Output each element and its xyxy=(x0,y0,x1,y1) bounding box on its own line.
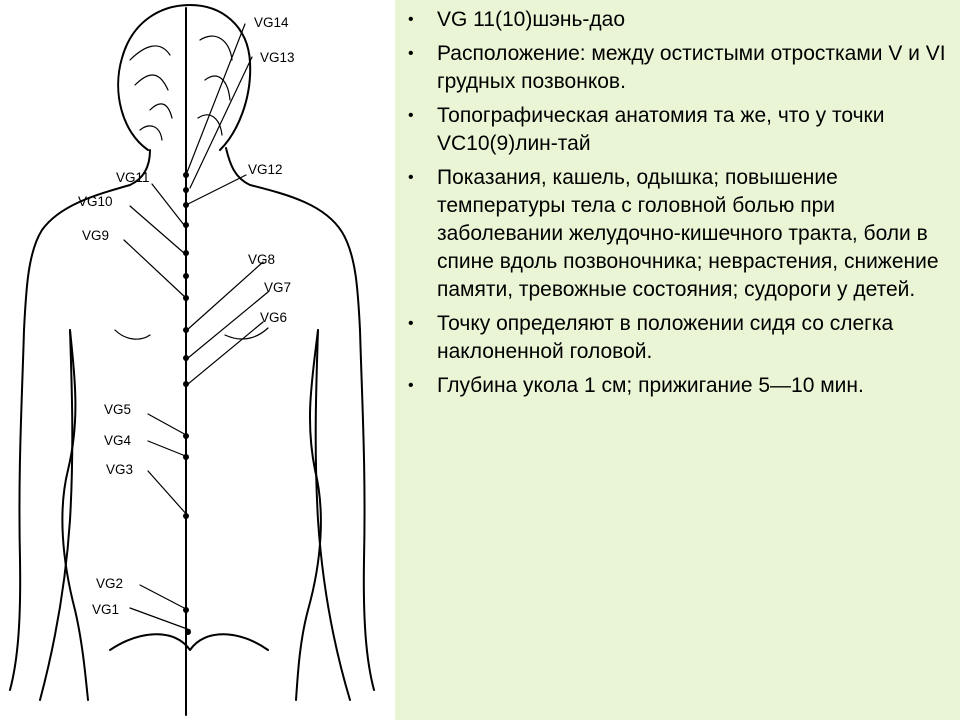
left-arm-inner xyxy=(40,330,72,700)
hair-strands xyxy=(130,36,232,140)
bullet-icon: • xyxy=(408,169,414,186)
bullet-text: Глубина укола 1 см; прижигание 5—10 мин. xyxy=(437,374,864,397)
bullet-icon: • xyxy=(408,45,414,62)
bullet-icon: • xyxy=(408,315,414,332)
torso-left xyxy=(62,330,88,700)
bullet-item xyxy=(405,40,953,96)
bullet-item xyxy=(405,102,953,158)
scapula-left xyxy=(115,330,150,339)
label-vg1: VG1 xyxy=(92,602,120,617)
label-vg3: VG3 xyxy=(106,462,134,477)
bullet-text: Показания, кашель, одышка; повышение температуры тела с головной болью при заболевании желудочно-кишечного тракта, боли в спине вдоль позвоночника; неврастения, снижение памяти, тревожные состояния; судороги у детей. xyxy=(437,166,939,301)
head-outline xyxy=(118,5,250,150)
anatomy-figure-panel xyxy=(0,0,395,720)
bullet-icon: • xyxy=(408,107,414,124)
label-vg7: VG7 xyxy=(264,280,292,295)
label-vg12: VG12 xyxy=(248,162,283,177)
text-panel xyxy=(395,0,960,720)
scapula-right xyxy=(225,328,268,339)
back-meridian-figure xyxy=(0,0,395,720)
label-vg9: VG9 xyxy=(82,228,110,243)
bullet-icon: • xyxy=(408,377,414,394)
label-vg14: VG14 xyxy=(254,15,289,30)
label-vg4: VG4 xyxy=(104,433,132,448)
label-vg13: VG13 xyxy=(260,50,295,65)
label-vg10: VG10 xyxy=(78,194,113,209)
label-vg8: VG8 xyxy=(248,252,276,267)
bullet-text: VG 11(10)шэнь-дао xyxy=(437,8,626,31)
bullet-list xyxy=(405,6,953,406)
bullet-item xyxy=(405,310,953,366)
bullet-text: Точку определяют в положении сидя со слегка наклоненной головой. xyxy=(437,312,894,363)
label-vg6: VG6 xyxy=(260,310,288,325)
label-vg11: VG11 xyxy=(116,170,150,185)
bullet-item xyxy=(405,164,953,304)
bullet-icon: • xyxy=(408,11,414,28)
bullet-item xyxy=(405,372,953,400)
buttocks xyxy=(110,634,268,650)
bullet-item xyxy=(405,6,953,34)
bullet-text: Расположение: между остистыми отростками V и VI грудных позвонков. xyxy=(437,42,946,93)
label-vg2: VG2 xyxy=(96,576,124,591)
pointer-lines xyxy=(124,24,268,630)
bullet-text: Топографическая анатомия та же, что у точки VC10(9)лин-тай xyxy=(437,104,885,155)
label-vg5: VG5 xyxy=(104,402,132,417)
